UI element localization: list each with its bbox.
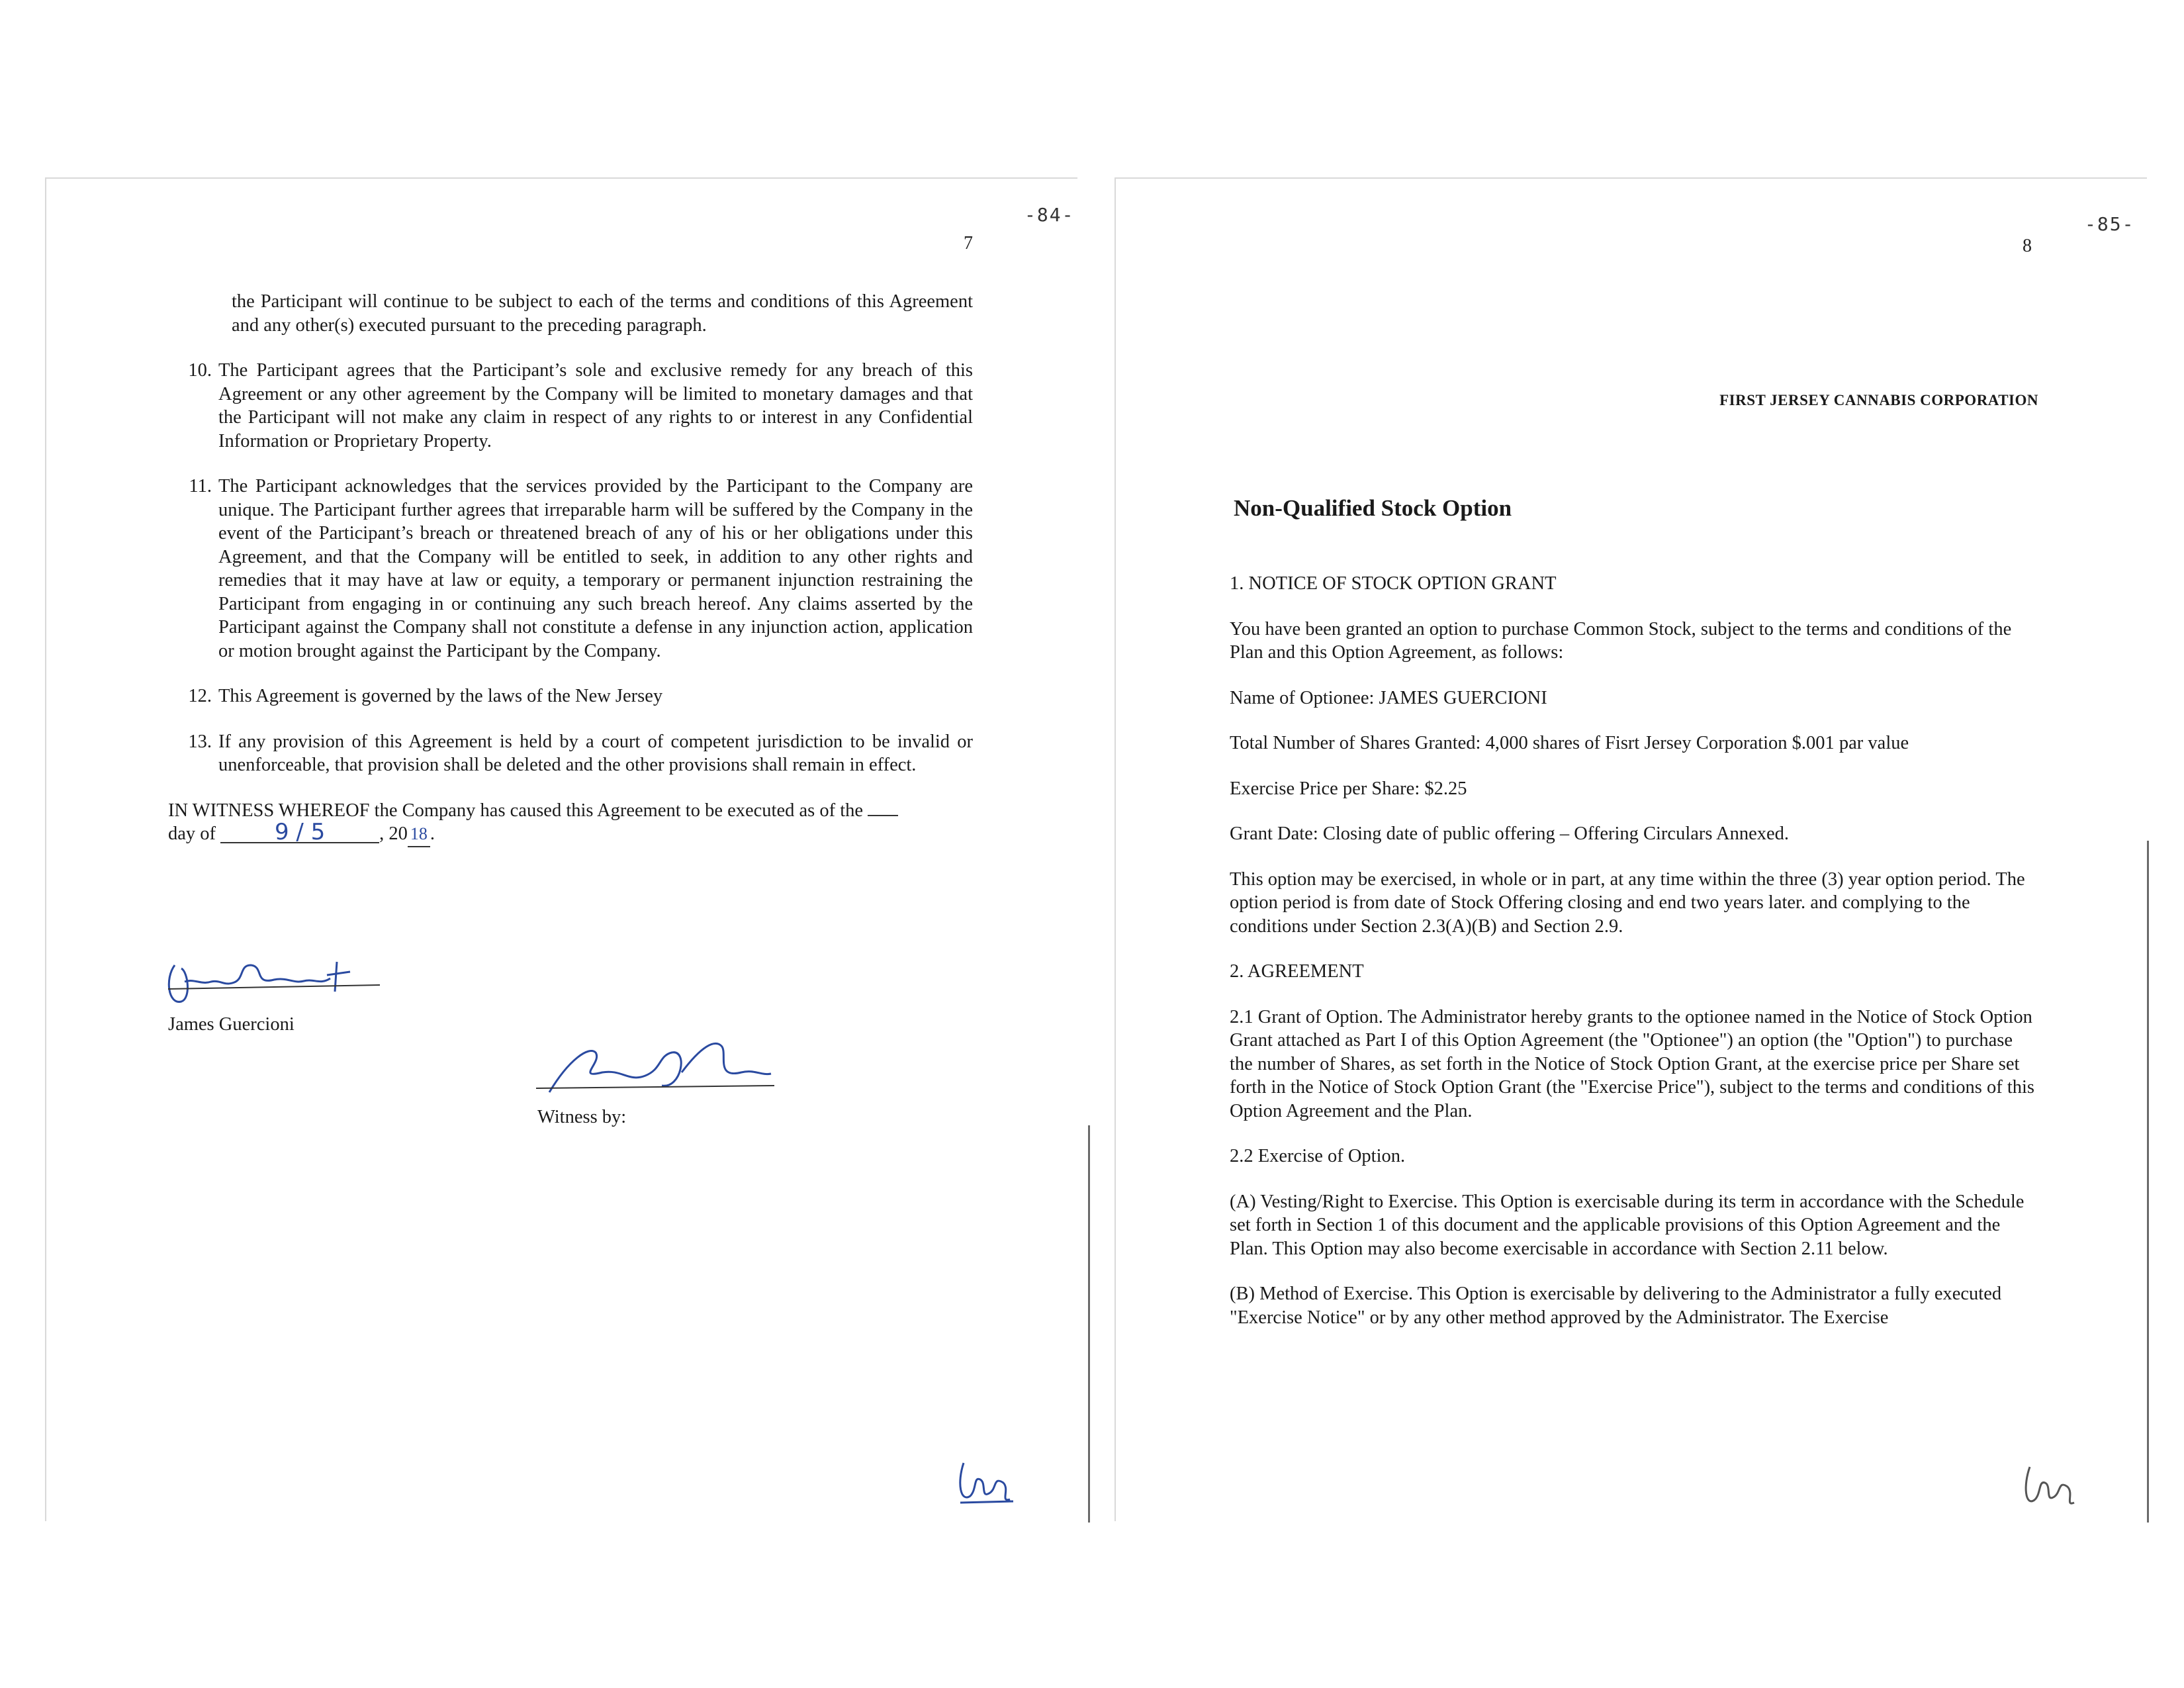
section-2-1: 2.1 Grant of Option. The Administrator hereby grants to the optionee named in the Notice of Stock Option Grant attached as Part I of this Option Agreement (the "Optionee") an option (the "Option") to purchase the number of Shares, as set forth in the Notice of Stock Option Grant, at the exercise price per Share set forth in the Notice of Stock Option Grant (the "Exercise Price"), subject to the terms and conditions of this Option Agreement and the Plan. <box>1230 1006 2035 1121</box>
company-name: FIRST JERSEY CANNABIS CORPORATION <box>1719 392 2038 408</box>
left-page-initials <box>950 1456 1017 1509</box>
right-page-left-edge <box>1115 177 1116 1521</box>
participant-signature <box>161 945 387 1018</box>
optionee-name: Name of Optionee: JAMES GUERCIONI <box>1230 687 1547 708</box>
clause-number: 12. <box>188 686 212 706</box>
clause-10 <box>168 359 973 453</box>
year-prefix: , 20 <box>379 823 408 844</box>
right-page-number: 8 <box>2023 236 2032 256</box>
handwritten-year: 18 <box>408 822 430 847</box>
left-page-top-edge <box>45 177 1077 179</box>
clause-12 <box>168 684 973 708</box>
document-title: Non-Qualified Stock Option <box>1234 495 1512 521</box>
clause-text: The Participant agrees that the Participant’s sole and exclusive remedy for any breach of this Agreement or any other agreement by the Company will be limited to monetary damages and that the Participant will not make any claim in respect of any rights to or interest in any Confidential Information or Proprietary Property. <box>218 360 973 451</box>
blank-line <box>868 815 898 816</box>
right-page-initials <box>2013 1459 2079 1512</box>
exercise-price: Exercise Price per Share: $2.25 <box>1230 778 1467 799</box>
left-page-left-edge <box>45 177 46 1521</box>
section-1-heading: 1. NOTICE OF STOCK OPTION GRANT <box>1230 573 1557 594</box>
right-page-body <box>1230 572 2038 1351</box>
section-2-heading: 2. AGREEMENT <box>1230 961 1364 982</box>
clause-text: The Participant acknowledges that the services provided by the Participant to the Company are unique. The Participant further agrees that irreparable harm will be suffered by the Company in the event of the Participant’s breach or threatened breach of any of his or her obligations under this Agreement, and that the Company will be entitled to seek, in addition to any other rights and remedies that it may have at law or equity, a temporary or permanent injunction restraining the Participant from engaging in or continuing any such breach hereof. Any claims asserted by the Participant against the Company shall not constitute a defense in any injunction action, application or motion brought against the Participant by the Company. <box>218 476 973 661</box>
right-page-top-edge <box>1115 177 2147 179</box>
witness-text: IN WITNESS WHEREOF the Company has caused this Agreement to be executed as of the <box>168 800 864 821</box>
clause-number: 10. <box>188 360 212 381</box>
section-2-2-b: (B) Method of Exercise. This Option is exercisable by delivering to the Administrator a fully executed "Exercise Notice" or by any other method approved by the Administrator. The Exercise <box>1230 1284 2002 1328</box>
shares-granted: Total Number of Shares Granted: 4,000 shares of Fisrt Jersey Corporation $.001 par value <box>1230 733 1909 753</box>
section-2-2-a: (A) Vesting/Right to Exercise. This Option is exercisable during its term in accordance with the Schedule set forth in Section 1 of this document and the applicable provisions of this Option Agreement and the Plan. This Option may also become exercisable in accordance with Section 2.11 below. <box>1230 1191 2025 1259</box>
clause-number: 11. <box>189 476 212 496</box>
witness-signature <box>529 1033 781 1105</box>
left-page-right-margin-line <box>1088 1125 1090 1523</box>
handwritten-date: 9 / 5 <box>220 822 379 843</box>
exercise-period: This option may be exercised, in whole or in part, at any time within the three (3) year option period. The option period is from date of Stock Offering closing and end two years later. and complying to the conditions under Section 2.3(A)(B) and Section 2.9. <box>1230 868 2025 937</box>
clause-13 <box>168 730 973 777</box>
clause-text: If any provision of this Agreement is held by a court of competent jurisdiction to be invalid or unenforceable, that provision shall be deleted and the other provisions shall remain in effect. <box>218 731 973 775</box>
right-page-right-margin-line <box>2147 841 2149 1523</box>
left-page-number: 7 <box>964 233 973 254</box>
witness-clause: IN WITNESS WHEREOF the Company has caused this Agreement to be executed as of the day of 9 / 5 , 20 18 . <box>168 799 973 847</box>
left-page-body <box>168 290 973 869</box>
signer-name: James Guercioni <box>168 1014 295 1035</box>
grant-date: Grant Date: Closing date of public offering – Offering Circulars Annexed. <box>1230 823 1790 844</box>
clause-number: 13. <box>188 731 212 752</box>
clause-text: This Agreement is governed by the laws of the New Jersey <box>218 686 663 706</box>
continuation-paragraph: the Participant will continue to be subject to each of the terms and conditions of this Agreement and any other(s) executed pursuant to the preceding paragraph. <box>232 291 973 336</box>
clause-11 <box>168 475 973 663</box>
intro-paragraph: You have been granted an option to purchase Common Stock, subject to the terms and conditions of the Plan and this Option Agreement, as follows: <box>1230 618 2012 663</box>
witness-label: Witness by: <box>537 1107 627 1127</box>
right-top-page-number: -85- <box>2085 213 2135 235</box>
section-2-2: 2.2 Exercise of Option. <box>1230 1146 1406 1166</box>
day-of-label: day of <box>168 823 216 844</box>
left-top-page-number: -84- <box>1024 204 1075 226</box>
